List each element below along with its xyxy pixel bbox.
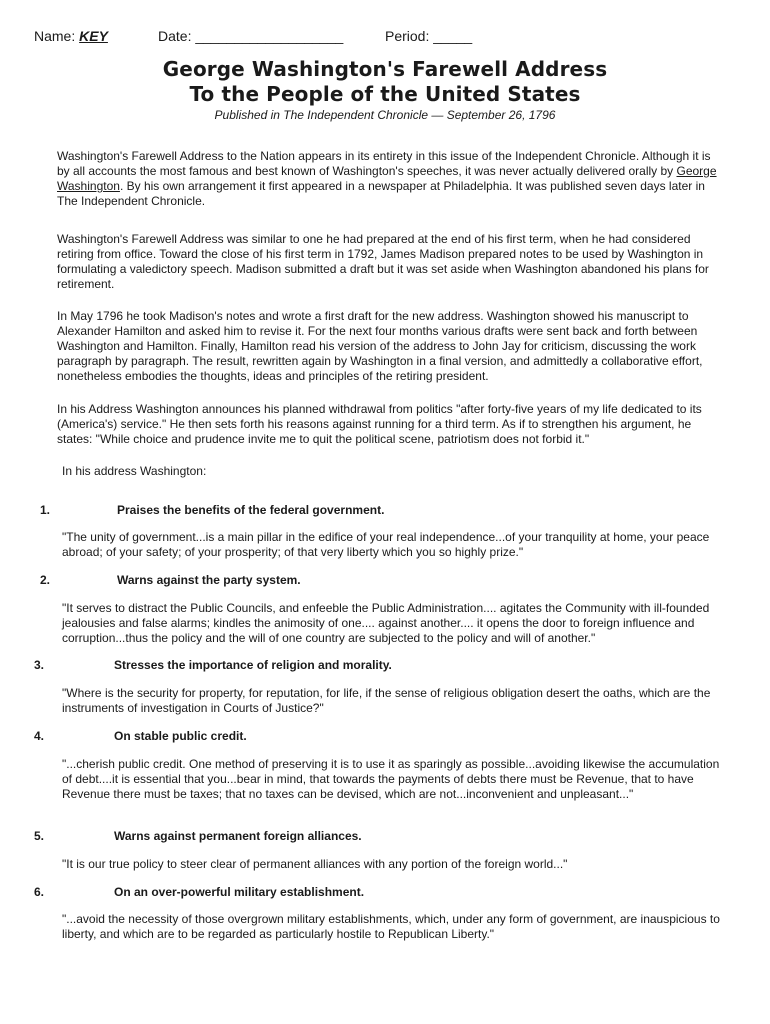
point-quote: "...cherish public credit. One method of preserving it is to use it as sparingly as possible...avoiding likewise the accumulation of debt....it is essential that you...bear in mind, that towards the payments of debts there must be Revenue, that to have Revenue there must be taxes; that no taxes can be devised, which are not...inconvenient and unpleasant...": [62, 757, 720, 801]
point-quote: "It serves to distract the Public Councils, and enfeeble the Public Administration.... agitates the Community with ill-founded jealousies and false alarms; kindles the animosity of one.... against another.... it opens the door to foreign influence and corruption...thus the policy and the will of one country are subjected to the policy and will of another.": [62, 601, 710, 645]
point-number: 1.: [40, 503, 51, 517]
publication-line: Published in The Independent Chronicle — September 26, 1796: [214, 108, 556, 122]
point-number: 4.: [34, 729, 45, 743]
intro-paragraph-4: In his Address Washington announces his planned withdrawal from politics "after forty-five years of my life dedicated to its (America's) service." He then sets forth his reasons against running for a third term. As if to strengthen his argument, he states: "While choice and prudence invite me to quit the political scene, patriotism does not forbid it.": [57, 402, 702, 446]
point-number: 5.: [34, 829, 45, 843]
point-number: 3.: [34, 658, 45, 672]
name-label: Name:: [34, 28, 76, 44]
date-field: Date: ___________________: [158, 28, 344, 44]
point-quote: "The unity of government...is a main pillar in the edifice of your real independence...of your tranquility at home, your peace abroad; of your safety; of your prosperity; of that very liberty which you so highly prize.": [62, 530, 710, 559]
point-title: On an over-powerful military establishment.: [114, 885, 365, 899]
page-title: George Washington's Farewell Address: [162, 57, 608, 81]
intro-paragraph-2: Washington's Farewell Address was similar to one he had prepared at the end of his first term, when he had considered retiring from office. Toward the close of his first term in 1792, James Madison prepared notes to be used by Washington in formulating a valedictory speech. Madison submitted a draft but it was set aside when Washington abandoned his plans for retirement.: [57, 232, 709, 291]
intro-paragraph-5: In his address Washington:: [62, 464, 207, 478]
intro-paragraph-3: In May 1796 he took Madison's notes and wrote a first draft for the new address. Washington showed his manuscript to Alexander Hamilton and asked him to revise it. For the next four months various drafts were sent back and forth between Washington and Hamilton. Finally, Hamilton read his version of the address to John Jay for criticism, discussing the work paragraph by paragraph. The result, rewritten again by Washington in a final version, and admittedly a collaborative effort, nonetheless embodies the thoughts, ideas and principles of the retiring president.: [57, 309, 703, 383]
point-title: On stable public credit.: [114, 729, 247, 743]
point-title: Stresses the importance of religion and morality.: [114, 658, 392, 672]
point-quote: "...avoid the necessity of those overgrown military establishments, which, under any form of government, are inauspicious to liberty, and which are to be regarded as particularly hostile to Republican Liberty.": [62, 912, 720, 941]
name-field: [34, 28, 108, 44]
page-subtitle-title: To the People of the United States: [189, 82, 581, 106]
point-title: Praises the benefits of the federal government.: [117, 503, 385, 517]
george-washington-link[interactable]: George Washington: [57, 164, 717, 193]
point-quote: "Where is the security for property, for reputation, for life, if the sense of religious obligation desert the oaths, which are the instruments of investigation in Courts of Justice?": [62, 686, 711, 715]
point-number: 2.: [40, 573, 51, 587]
period-field: Period: _____: [385, 28, 473, 44]
point-number: 6.: [34, 885, 45, 899]
point-title: Warns against the party system.: [117, 573, 301, 587]
point-quote: "It is our true policy to steer clear of permanent alliances with any portion of the foreign world...": [62, 857, 568, 871]
intro-paragraph-1: Washington's Farewell Address to the Nation appears in its entirety in this issue of the Independent Chronicle. Although it is by all accounts the most famous and best known of Washington's speeches, it was never actually delivered orally by George Washington. By his own arrangement it first appeared in a newspaper at Philadelphia. It was published seven days later in The Independent Chronicle.: [57, 149, 717, 208]
point-title: Warns against permanent foreign alliances.: [114, 829, 362, 843]
name-value: KEY: [79, 28, 108, 44]
